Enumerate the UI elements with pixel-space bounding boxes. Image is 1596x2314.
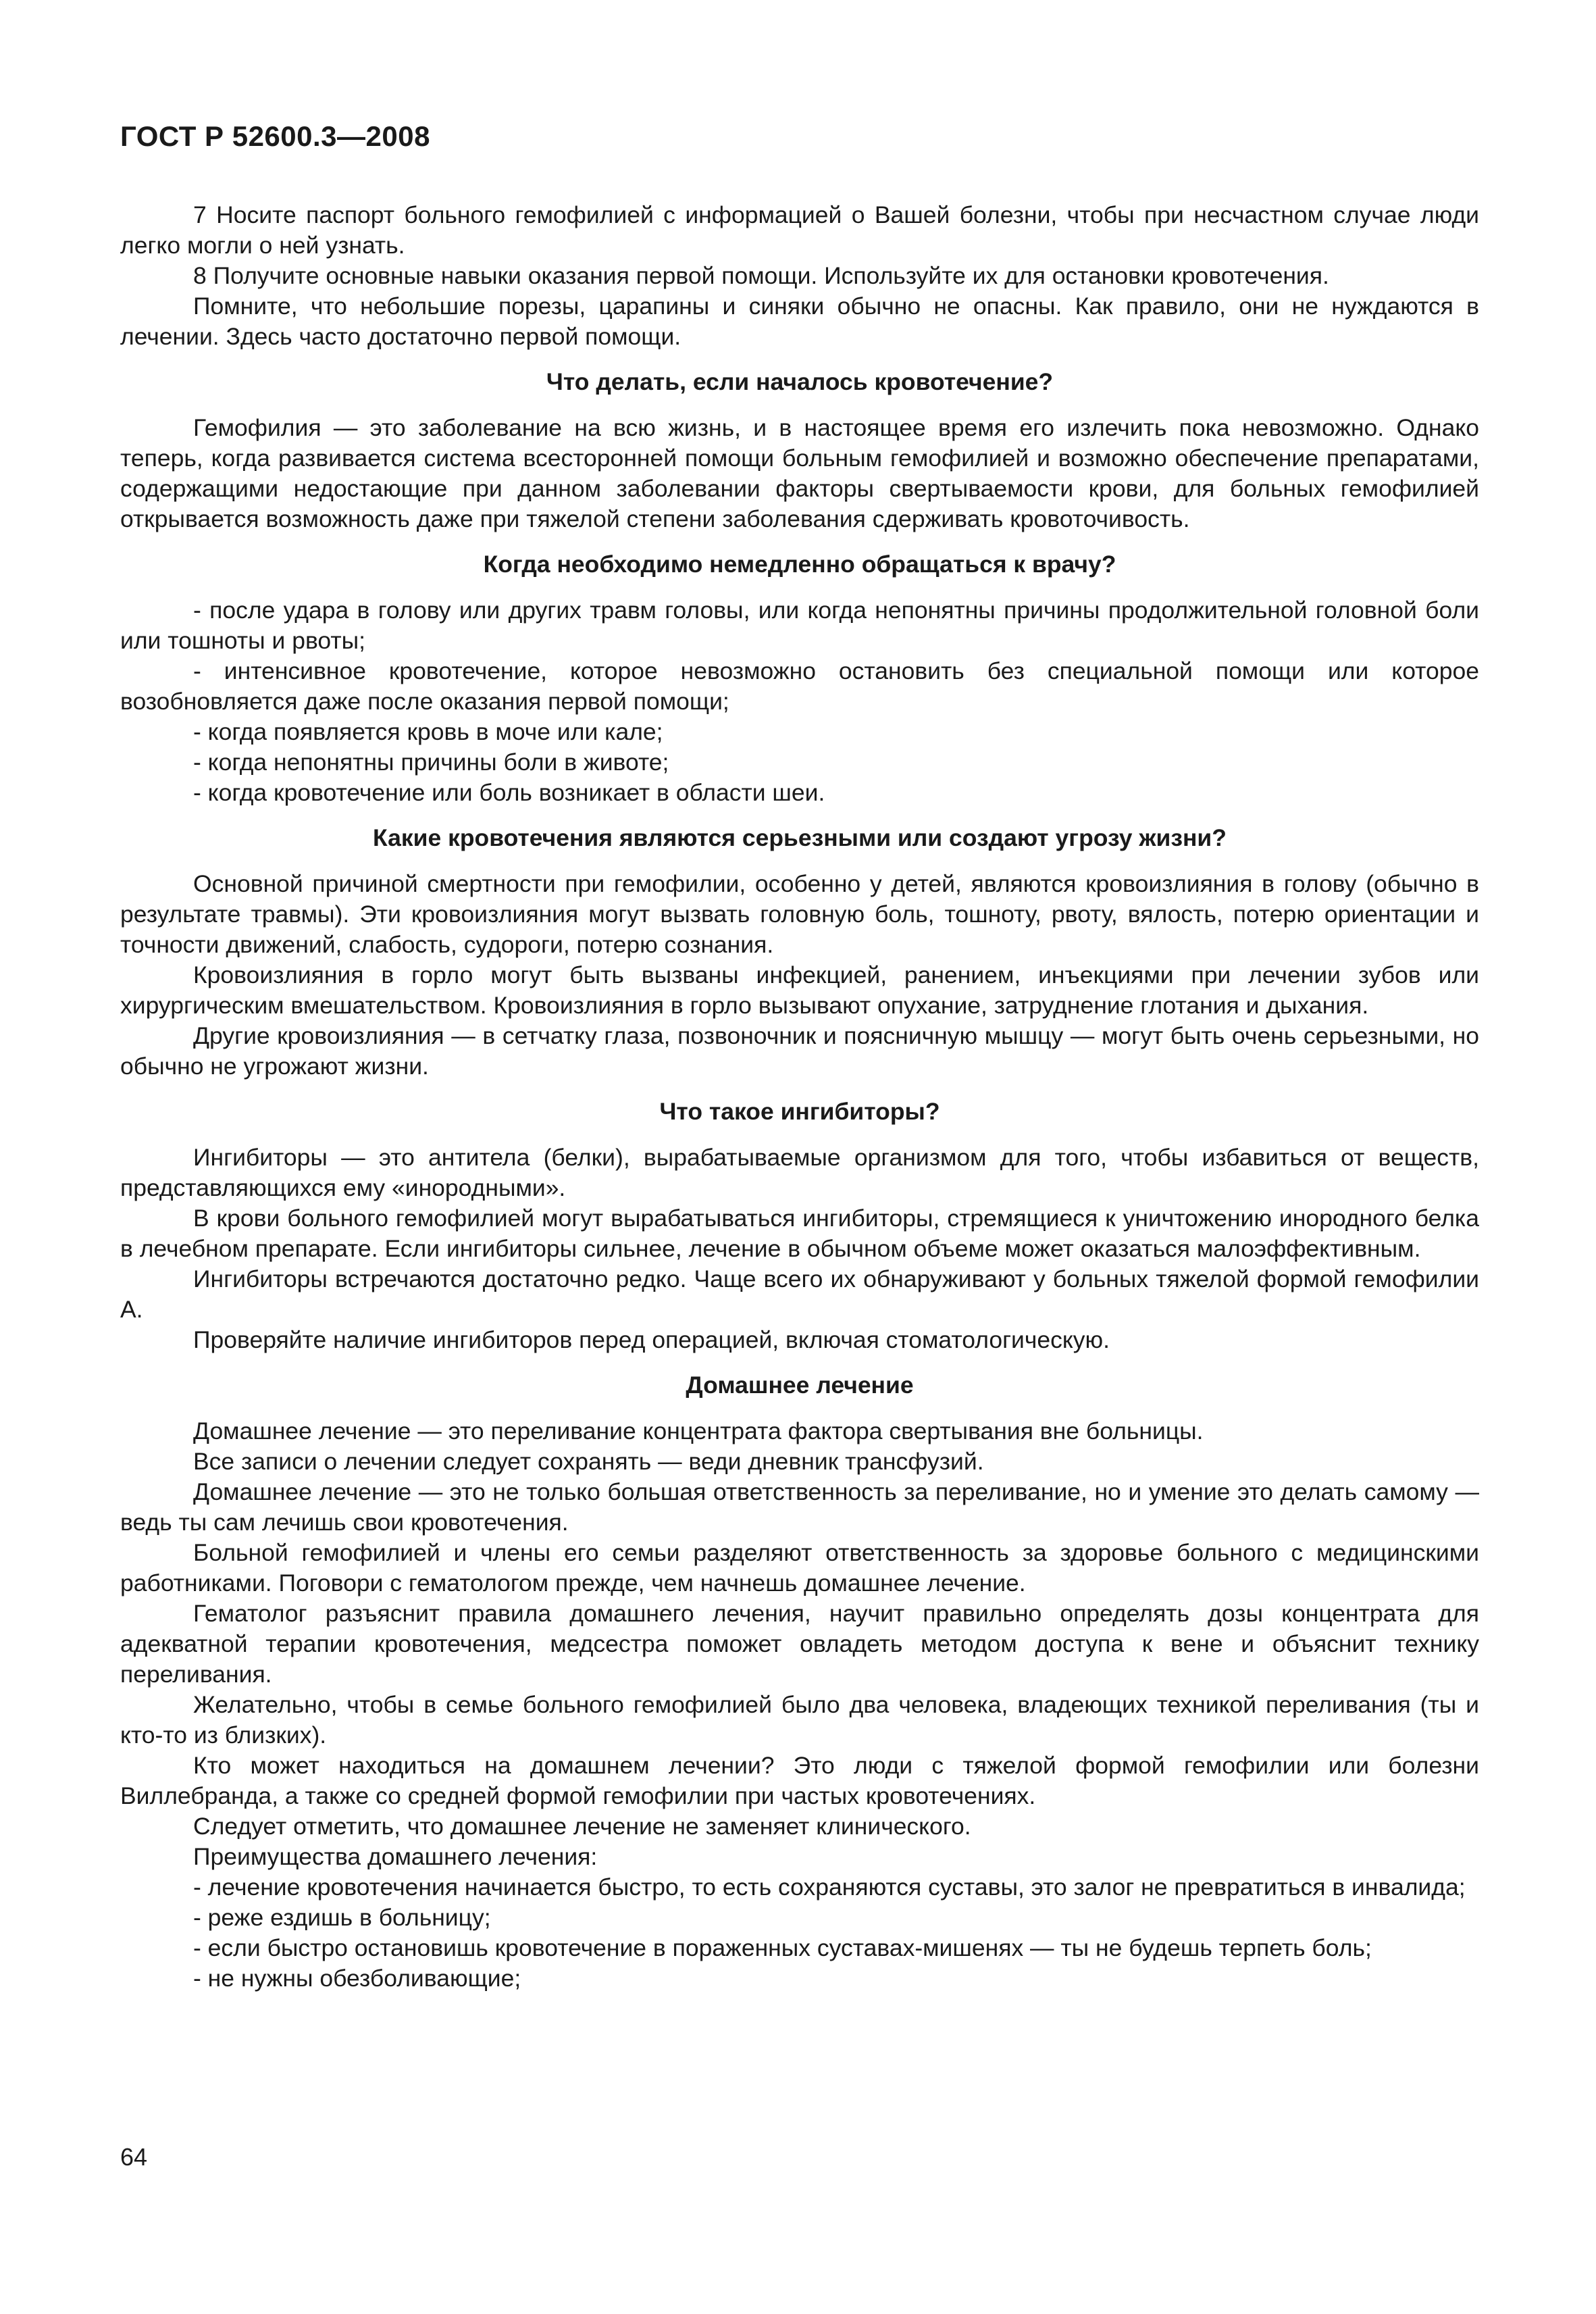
paragraph: Желательно, чтобы в семье больного гемофилией было два человека, владеющих техникой переливания (ты и кто-то из близких). bbox=[120, 1691, 1479, 1749]
section-title-serious: Какие кровотечения являются серьезными или создают угрозу жизни? bbox=[373, 824, 1227, 851]
section-title-bleeding: Что делать, если началось кровотечение? bbox=[546, 368, 1054, 395]
list-item: - не нужны обезболивающие; bbox=[193, 1965, 521, 1992]
list-item: - когда непонятны причины боли в животе; bbox=[193, 749, 669, 776]
paragraph: Больной гемофилией и члены его семьи разделяют ответственность за здоровье больного с медицинскими работниками. Поговори с гематологом прежде, чем начнешь домашнее лечение. bbox=[120, 1539, 1479, 1596]
paragraph: 8 Получите основные навыки оказания первой помощи. Используйте их для остановки кровотечения. bbox=[193, 262, 1329, 289]
list-item: - интенсивное кровотечение, которое невозможно остановить без специальной помощи или которое возобновляется даже после оказания первой помощи; bbox=[120, 657, 1479, 715]
paragraph: Помните, что небольшие порезы, царапины и синяки обычно не опасны. Как правило, они не нуждаются в лечении. Здесь часто достаточно первой помощи. bbox=[120, 293, 1479, 350]
paragraph: Гематолог разъяснит правила домашнего лечения, научит правильно определять дозы концентрата для адекватной терапии кровотечения, медсестра поможет овладеть методом доступа к вене и объяснит технику переливания. bbox=[120, 1600, 1479, 1688]
list-item: - после удара в голову или других травм головы, или когда непонятны причины продолжительной головной боли или тошноты и рвоты; bbox=[120, 597, 1479, 654]
paragraph: В крови больного гемофилией могут вырабатываться ингибиторы, стремящиеся к уничтожению инородного белка в лечебном препарате. Если ингибиторы сильнее, лечение в обычном объеме может оказаться малоэффективным. bbox=[120, 1205, 1479, 1262]
paragraph: Ингибиторы — это антитела (белки), вырабатываемые организмом для того, чтобы избавиться от веществ, представляющихся ему «инородными». bbox=[120, 1144, 1479, 1201]
page-number: 64 bbox=[120, 2143, 148, 2171]
section-title-home-treatment: Домашнее лечение bbox=[686, 1372, 914, 1399]
list-item: - когда кровотечение или боль возникает в области шеи. bbox=[193, 779, 825, 806]
list-item: - реже ездишь в больницу; bbox=[193, 1904, 491, 1931]
paragraph: 7 Носите паспорт больного гемофилией с информацией о Вашей болезни, чтобы при несчастном случае люди легко могли о ней узнать. bbox=[120, 201, 1479, 259]
section-title-inhibitors: Что такое ингибиторы? bbox=[659, 1098, 940, 1125]
paragraph: Ингибиторы встречаются достаточно редко. Чаще всего их обнаруживают у больных тяжелой формой гемофилии А. bbox=[120, 1265, 1479, 1323]
paragraph: Другие кровоизлияния — в сетчатку глаза, позвоночник и поясничную мышцу — могут быть очень серьезными, но обычно не угрожают жизни. bbox=[120, 1022, 1479, 1080]
paragraph: Основной причиной смертности при гемофилии, особенно у детей, являются кровоизлияния в голову (обычно в результате травмы). Эти кровоизлияния могут вызвать головную боль, тошноту, рвоту, вялость, потерю ориентации и точности движений, слабость, судороги, потерю сознания. bbox=[120, 870, 1479, 958]
list-item: - когда появляется кровь в моче или кале; bbox=[193, 718, 663, 745]
list-item: - лечение кровотечения начинается быстро, то есть сохраняются суставы, это залог не превратиться в инвалида; bbox=[193, 1873, 1466, 1901]
section-title-doctor: Когда необходимо немедленно обращаться к врачу? bbox=[483, 551, 1116, 578]
list-item: - если быстро остановишь кровотечение в пораженных суставах-мишенях — ты не будешь терпеть боль; bbox=[193, 1934, 1372, 1961]
paragraph: Проверяйте наличие ингибиторов перед операцией, включая стоматологическую. bbox=[193, 1326, 1110, 1353]
paragraph: Домашнее лечение — это не только большая ответственность за переливание, но и умение это делать самому — ведь ты сам лечишь свои кровотечения. bbox=[120, 1478, 1479, 1536]
paragraph: Все записи о лечении следует сохранять — веди дневник трансфузий. bbox=[193, 1448, 984, 1475]
paragraph: Гемофилия — это заболевание на всю жизнь, и в настоящее время его излечить пока невозможно. Однако теперь, когда развивается система всесторонней помощи больным гемофилией и возможно обеспечение препаратами, содержащими недостающие при данном заболевании факторы свертываемости крови, для больных гемофилией открывается возможность даже при тяжелой степени заболевания сдерживать кровоточивость. bbox=[120, 414, 1479, 532]
paragraph: Домашнее лечение — это переливание концентрата фактора свертывания вне больницы. bbox=[193, 1417, 1204, 1444]
paragraph: Преимущества домашнего лечения: bbox=[193, 1843, 598, 1870]
paragraph: Кто может находиться на домашнем лечении? Это люди с тяжелой формой гемофилии или болезни Виллебранда, а также со средней формой гемофилии при частых кровотечениях. bbox=[120, 1752, 1479, 1809]
document-code-header: ГОСТ Р 52600.3—2008 bbox=[120, 120, 430, 152]
paragraph: Кровоизлияния в горло могут быть вызваны инфекцией, ранением, инъекциями при лечении зубов или хирургическим вмешательством. Кровоизлияния в горло вызывают опухание, затруднение глотания и дыхания. bbox=[120, 961, 1479, 1019]
paragraph: Следует отметить, что домашнее лечение не заменяет клинического. bbox=[193, 1813, 971, 1840]
document-body bbox=[120, 200, 1479, 1994]
